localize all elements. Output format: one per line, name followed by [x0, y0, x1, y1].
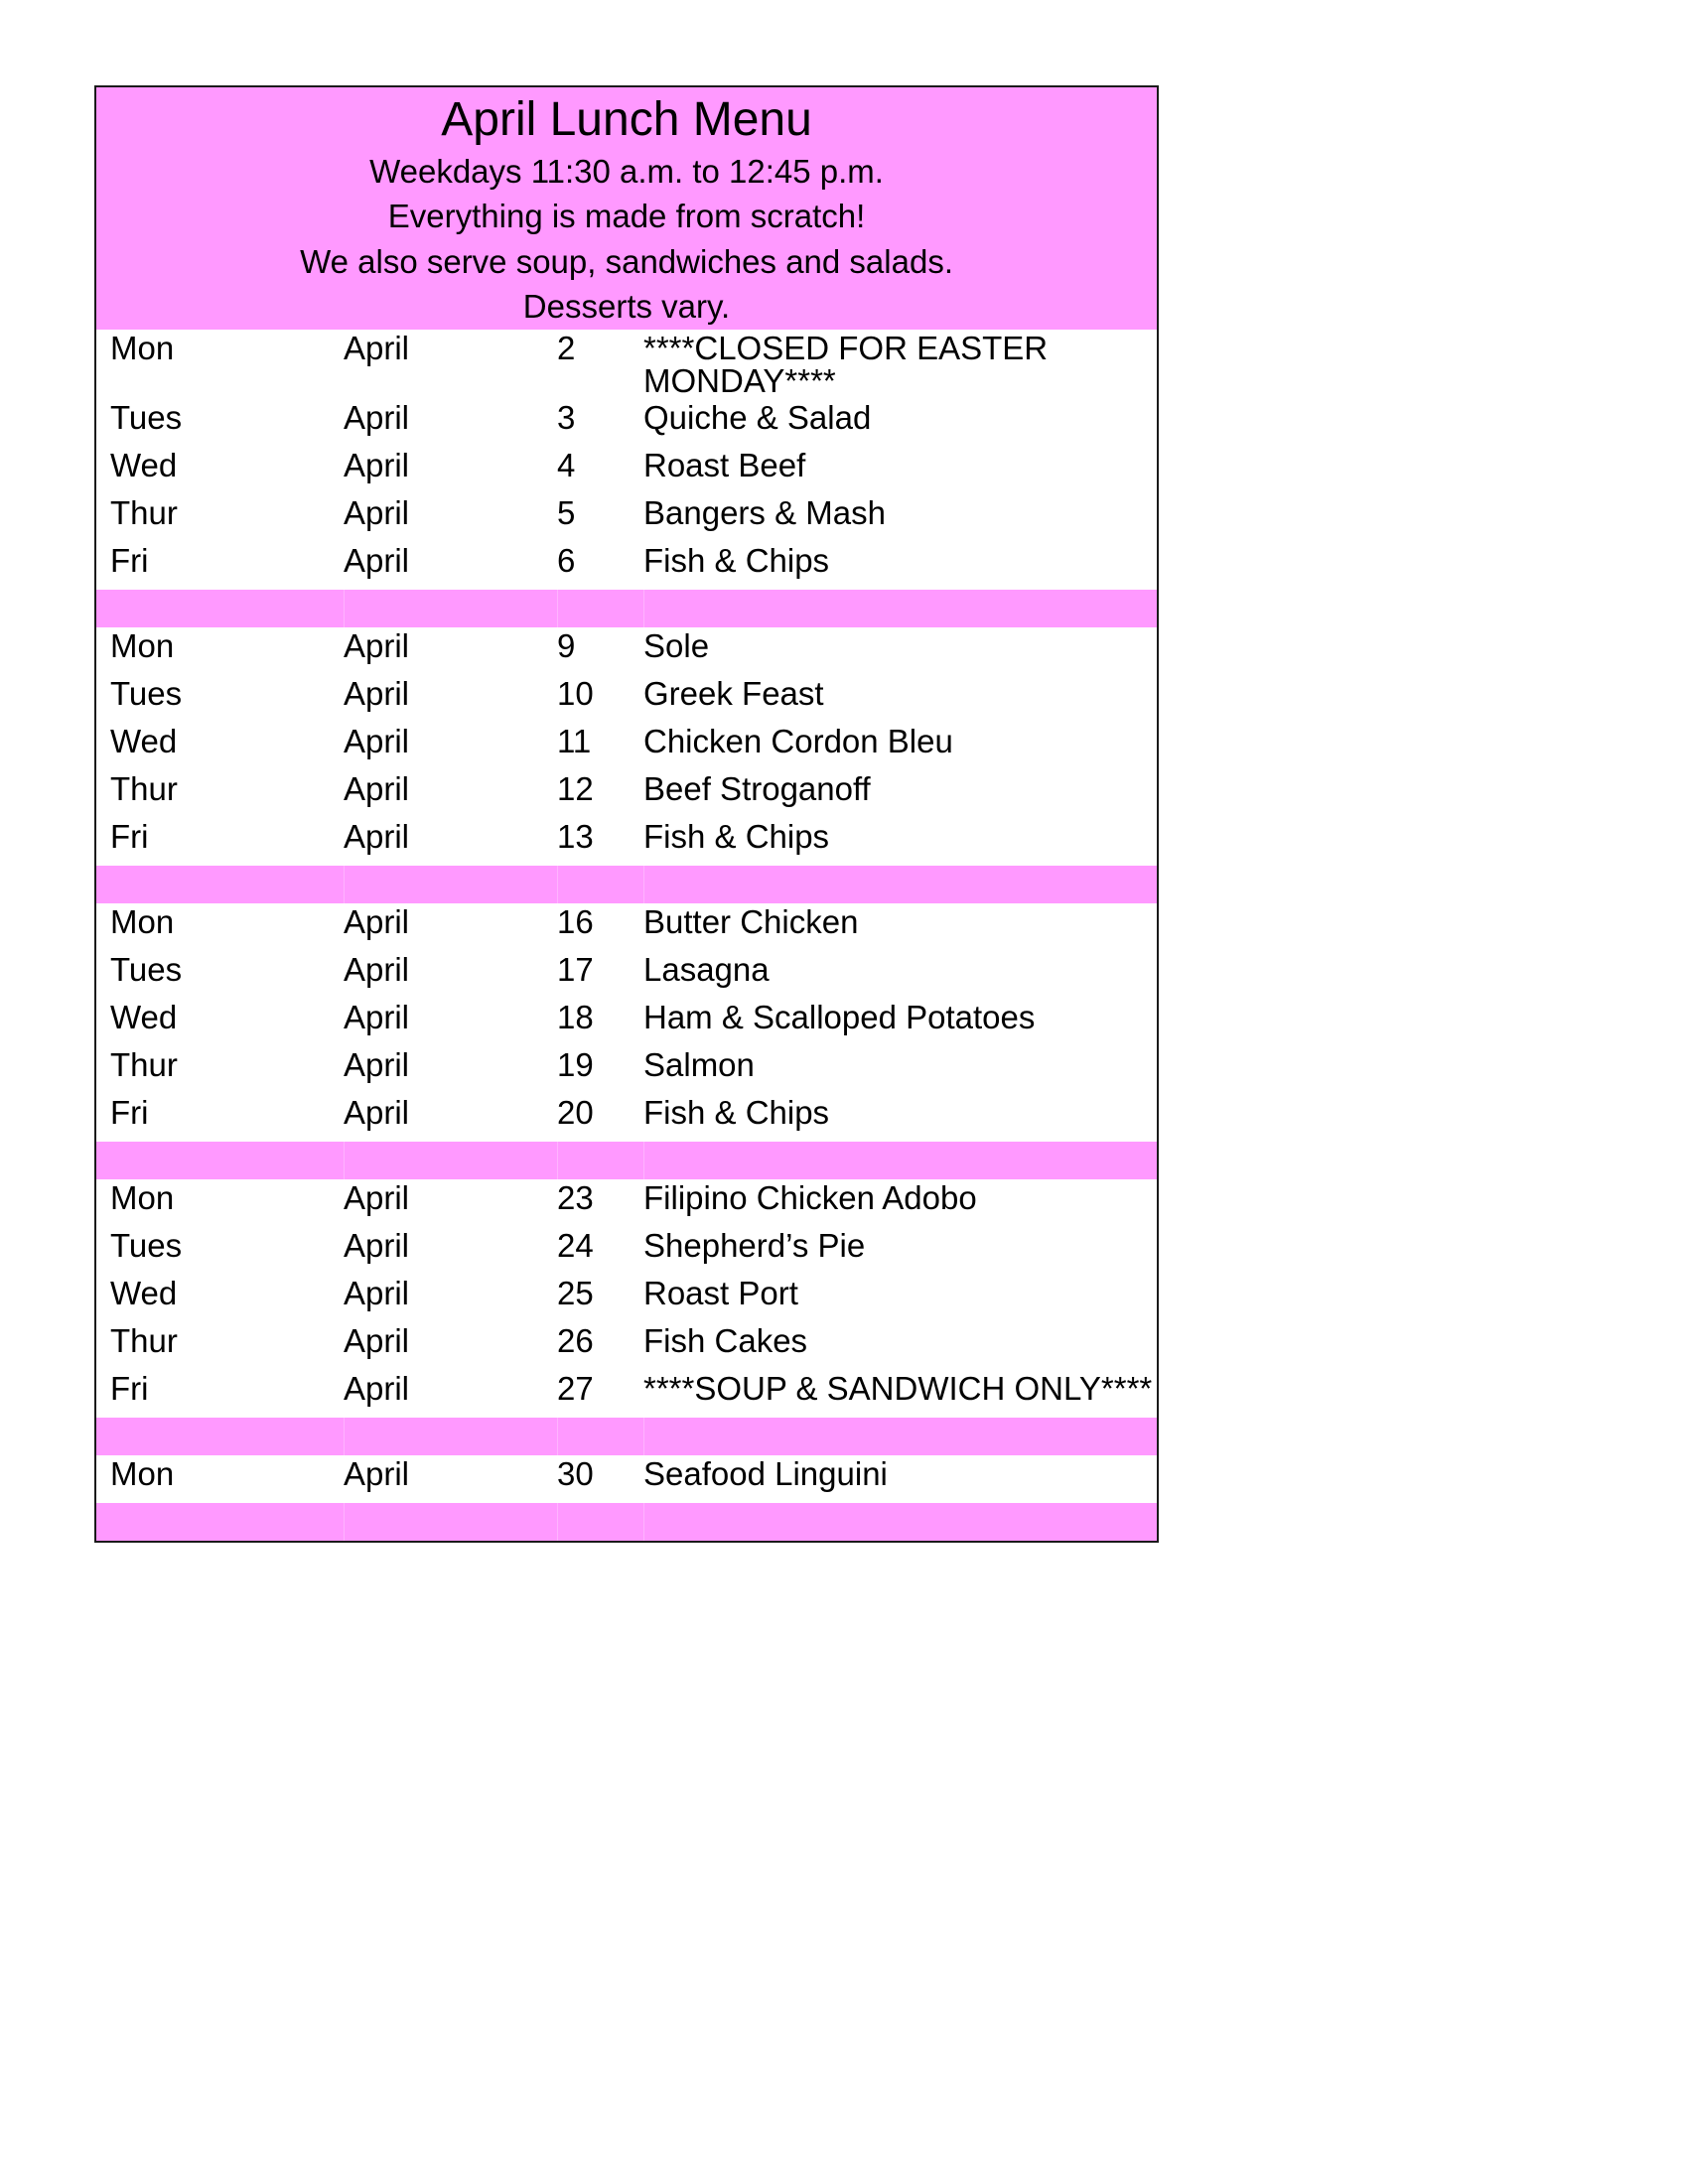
- table-row: [95, 723, 1158, 770]
- row-menu-item: Sole: [643, 627, 1158, 675]
- row-menu-item: Quiche & Salad: [643, 399, 1158, 447]
- row-month: April: [344, 494, 557, 542]
- row-date: 10: [557, 675, 643, 723]
- row-date: 11: [557, 723, 643, 770]
- row-date: 20: [557, 1094, 643, 1142]
- subtitle-scratch: Everything is made from scratch!: [387, 198, 866, 235]
- row-menu-item: ****SOUP & SANDWICH ONLY****: [643, 1370, 1158, 1418]
- lunch-menu-table: [94, 85, 1159, 1543]
- week-separator-row: [95, 1142, 1158, 1179]
- row-day: Thur: [95, 770, 344, 818]
- row-month: April: [344, 770, 557, 818]
- row-date: 27: [557, 1370, 643, 1418]
- row-menu-item: Ham & Scalloped Potatoes: [643, 999, 1158, 1046]
- row-day: Tues: [95, 1227, 344, 1275]
- row-date: 26: [557, 1322, 643, 1370]
- table-row: [95, 1179, 1158, 1227]
- separator-cell-date: [557, 1142, 643, 1179]
- row-month: April: [344, 818, 557, 866]
- row-month: April: [344, 1094, 557, 1142]
- footer-cell-day: [95, 1503, 344, 1542]
- menu-header-row: [95, 86, 1158, 330]
- subtitle-desserts: Desserts vary.: [522, 288, 731, 326]
- row-month: April: [344, 627, 557, 675]
- row-date: 12: [557, 770, 643, 818]
- row-menu-item: ****CLOSED FOR EASTER MONDAY****: [643, 330, 1158, 399]
- row-date: 30: [557, 1455, 643, 1503]
- separator-cell-day: [95, 1418, 344, 1455]
- row-menu-item: Chicken Cordon Bleu: [643, 723, 1158, 770]
- table-row: [95, 1455, 1158, 1503]
- table-row: [95, 627, 1158, 675]
- row-date: 18: [557, 999, 643, 1046]
- table-row: [95, 675, 1158, 723]
- row-day: Thur: [95, 1322, 344, 1370]
- row-month: April: [344, 903, 557, 951]
- row-day: Wed: [95, 723, 344, 770]
- table-row: [95, 999, 1158, 1046]
- row-month: April: [344, 723, 557, 770]
- row-day: Fri: [95, 1370, 344, 1418]
- separator-cell-month: [344, 1418, 557, 1455]
- table-row: [95, 447, 1158, 494]
- row-month: April: [344, 399, 557, 447]
- row-month: April: [344, 1179, 557, 1227]
- row-month: April: [344, 675, 557, 723]
- row-day: Fri: [95, 818, 344, 866]
- row-day: Wed: [95, 999, 344, 1046]
- row-menu-item: Greek Feast: [643, 675, 1158, 723]
- row-date: 4: [557, 447, 643, 494]
- separator-cell-day: [95, 1142, 344, 1179]
- footer-cell-date: [557, 1503, 643, 1542]
- row-menu-item: Fish & Chips: [643, 818, 1158, 866]
- week-separator-row: [95, 866, 1158, 903]
- row-day: Thur: [95, 494, 344, 542]
- row-date: 5: [557, 494, 643, 542]
- row-day: Mon: [95, 1179, 344, 1227]
- row-date: 16: [557, 903, 643, 951]
- row-month: April: [344, 1227, 557, 1275]
- row-month: April: [344, 542, 557, 590]
- row-day: Wed: [95, 1275, 344, 1322]
- separator-cell-item: [643, 1418, 1158, 1455]
- menu-table-body: [95, 86, 1158, 1542]
- table-row: [95, 951, 1158, 999]
- table-row: [95, 1227, 1158, 1275]
- row-menu-item: Butter Chicken: [643, 903, 1158, 951]
- row-menu-item: Beef Stroganoff: [643, 770, 1158, 818]
- separator-cell-date: [557, 866, 643, 903]
- row-date: 3: [557, 399, 643, 447]
- row-day: Tues: [95, 399, 344, 447]
- row-month: April: [344, 1370, 557, 1418]
- separator-cell-month: [344, 590, 557, 627]
- footer-cell-item: [643, 1503, 1158, 1542]
- table-row: [95, 399, 1158, 447]
- table-row: [95, 818, 1158, 866]
- footer-cell-month: [344, 1503, 557, 1542]
- row-menu-item: Seafood Linguini: [643, 1455, 1158, 1503]
- row-menu-item: Salmon: [643, 1046, 1158, 1094]
- row-month: April: [344, 1322, 557, 1370]
- row-month: April: [344, 330, 557, 399]
- row-day: Mon: [95, 903, 344, 951]
- separator-cell-month: [344, 1142, 557, 1179]
- row-menu-item: Fish & Chips: [643, 1094, 1158, 1142]
- separator-cell-date: [557, 1418, 643, 1455]
- row-menu-item: Filipino Chicken Adobo: [643, 1179, 1158, 1227]
- subtitle-also-serve: We also serve soup, sandwiches and salads.: [300, 242, 953, 280]
- row-menu-item: Fish Cakes: [643, 1322, 1158, 1370]
- separator-cell-item: [643, 1142, 1158, 1179]
- table-row: [95, 494, 1158, 542]
- row-day: Fri: [95, 1094, 344, 1142]
- row-day: Tues: [95, 951, 344, 999]
- row-day: Fri: [95, 542, 344, 590]
- separator-cell-date: [557, 590, 643, 627]
- week-separator-row: [95, 590, 1158, 627]
- row-date: 23: [557, 1179, 643, 1227]
- table-row: [95, 1046, 1158, 1094]
- row-month: April: [344, 1275, 557, 1322]
- row-date: 17: [557, 951, 643, 999]
- table-row: [95, 330, 1158, 399]
- table-row: [95, 1322, 1158, 1370]
- row-month: April: [344, 999, 557, 1046]
- table-row: [95, 770, 1158, 818]
- row-day: Mon: [95, 1455, 344, 1503]
- row-day: Mon: [95, 330, 344, 399]
- subtitle-hours: Weekdays 11:30 a.m. to 12:45 p.m.: [369, 152, 884, 190]
- week-separator-row: [95, 1418, 1158, 1455]
- separator-cell-item: [643, 866, 1158, 903]
- row-month: April: [344, 1455, 557, 1503]
- row-date: 25: [557, 1275, 643, 1322]
- row-day: Thur: [95, 1046, 344, 1094]
- row-date: 13: [557, 818, 643, 866]
- row-date: 19: [557, 1046, 643, 1094]
- row-menu-item: Bangers & Mash: [643, 494, 1158, 542]
- row-month: April: [344, 951, 557, 999]
- row-day: Wed: [95, 447, 344, 494]
- separator-cell-item: [643, 590, 1158, 627]
- row-date: 2: [557, 330, 643, 399]
- page-title: April Lunch Menu: [441, 93, 812, 146]
- row-menu-item: Roast Beef: [643, 447, 1158, 494]
- table-row: [95, 542, 1158, 590]
- row-date: 6: [557, 542, 643, 590]
- separator-cell-day: [95, 590, 344, 627]
- row-menu-item: Roast Port: [643, 1275, 1158, 1322]
- row-date: 24: [557, 1227, 643, 1275]
- table-row: [95, 1275, 1158, 1322]
- row-month: April: [344, 447, 557, 494]
- row-menu-item: Lasagna: [643, 951, 1158, 999]
- row-date: 9: [557, 627, 643, 675]
- menu-header-cell: [95, 86, 1158, 330]
- separator-cell-day: [95, 866, 344, 903]
- table-row: [95, 1094, 1158, 1142]
- separator-cell-month: [344, 866, 557, 903]
- table-footer-row: [95, 1503, 1158, 1542]
- row-menu-item: Fish & Chips: [643, 542, 1158, 590]
- row-menu-item: Shepherd’s Pie: [643, 1227, 1158, 1275]
- row-day: Tues: [95, 675, 344, 723]
- table-row: [95, 1370, 1158, 1418]
- row-month: April: [344, 1046, 557, 1094]
- row-day: Mon: [95, 627, 344, 675]
- table-row: [95, 903, 1158, 951]
